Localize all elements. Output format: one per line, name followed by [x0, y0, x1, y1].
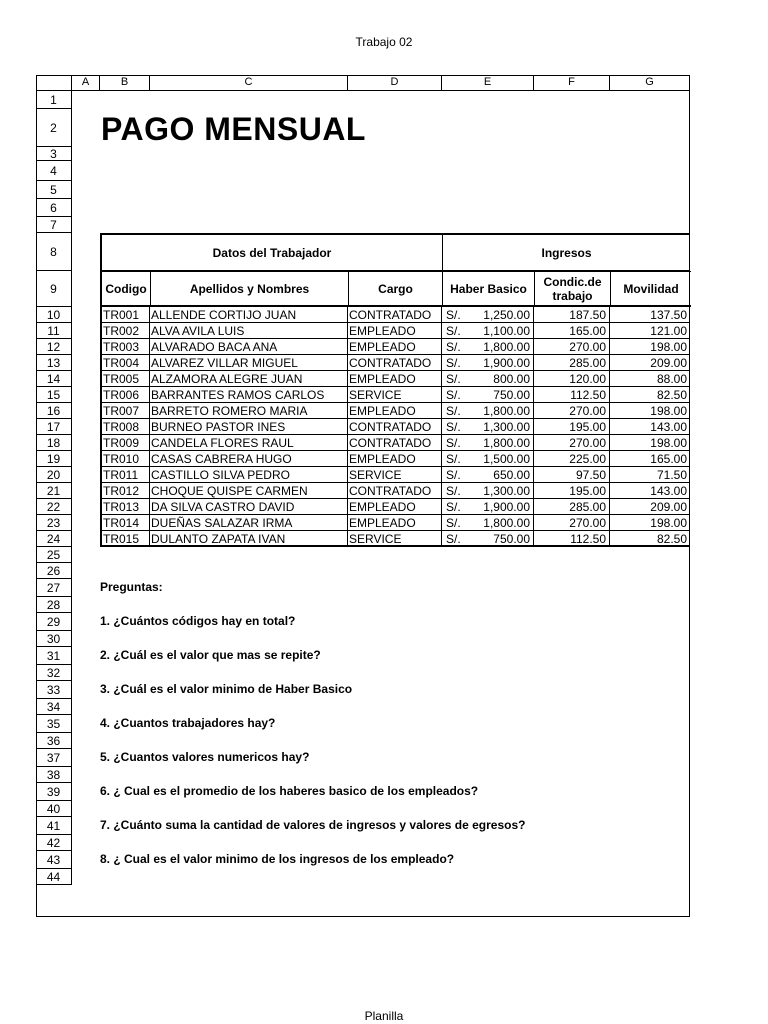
cell-movilidad[interactable]: 88.00 — [610, 371, 690, 387]
cell-cargo[interactable]: EMPLEADO — [348, 323, 442, 339]
cell-condic[interactable]: 112.50 — [534, 531, 610, 547]
cell-haber[interactable] — [442, 419, 534, 435]
cell-nombre[interactable]: BARRANTES RAMOS CARLOS — [150, 387, 348, 403]
cell-condic[interactable]: 97.50 — [534, 467, 610, 483]
column-header-f[interactable]: F — [534, 75, 610, 91]
row-header-22[interactable]: 22 — [36, 499, 72, 515]
currency-symbol: S/. — [446, 516, 461, 530]
cell-haber[interactable] — [442, 339, 534, 355]
cell-nombre[interactable]: CHOQUE QUISPE CARMEN — [150, 483, 348, 499]
cell-cargo[interactable]: CONTRATADO — [348, 307, 442, 323]
haber-value: 650.00 — [493, 468, 530, 482]
cell-movilidad[interactable]: 143.00 — [610, 483, 690, 499]
questions-title: Preguntas: — [100, 580, 163, 594]
cell-movilidad[interactable]: 198.00 — [610, 515, 690, 531]
cell-movilidad[interactable]: 137.50 — [610, 307, 690, 323]
row-header-21[interactable]: 21 — [36, 483, 72, 499]
row-header-30[interactable]: 30 — [36, 631, 72, 647]
currency-symbol: S/. — [446, 452, 461, 466]
cell-movilidad[interactable]: 143.00 — [610, 419, 690, 435]
cell-haber[interactable] — [442, 355, 534, 371]
row-header-2[interactable]: 2 — [36, 109, 72, 147]
row-header-39[interactable]: 39 — [36, 783, 72, 801]
question-8: 8. ¿ Cual es el valor minimo de los ingresos de los empleado? — [100, 852, 455, 866]
spreadsheet — [36, 75, 690, 917]
currency-symbol: S/. — [446, 372, 461, 386]
currency-symbol: S/. — [446, 388, 461, 402]
cell-condic[interactable]: 195.00 — [534, 419, 610, 435]
cell-condic[interactable]: 187.50 — [534, 307, 610, 323]
cell-movilidad[interactable]: 165.00 — [610, 451, 690, 467]
cell-nombre[interactable]: BARRETO ROMERO MARIA — [150, 403, 348, 419]
cell-nombre[interactable]: DA SILVA CASTRO DAVID — [150, 499, 348, 515]
cell-codigo[interactable]: TR012 — [100, 483, 150, 499]
cell-cargo[interactable]: EMPLEADO — [348, 371, 442, 387]
cell-condic[interactable]: 120.00 — [534, 371, 610, 387]
haber-value: 1,800.00 — [483, 340, 530, 354]
currency-symbol: S/. — [446, 340, 461, 354]
row-header-20[interactable]: 20 — [36, 467, 72, 483]
question-3: 3. ¿Cuál es el valor minimo de Haber Basico — [100, 682, 353, 696]
cell-haber[interactable] — [442, 451, 534, 467]
cell-haber[interactable] — [442, 307, 534, 323]
row-header-28[interactable]: 28 — [36, 597, 72, 613]
cell-codigo[interactable]: TR014 — [100, 515, 150, 531]
group-header-datos[interactable]: Datos del Trabajador — [100, 233, 443, 272]
cell-codigo[interactable]: TR007 — [100, 403, 150, 419]
cell-nombre[interactable]: CANDELA FLORES RAUL — [150, 435, 348, 451]
cell-nombre[interactable]: DULANTO ZAPATA IVAN — [150, 531, 348, 547]
haber-value: 800.00 — [493, 372, 530, 386]
cell-condic[interactable]: 285.00 — [534, 499, 610, 515]
row-header-6[interactable]: 6 — [36, 199, 72, 217]
currency-symbol: S/. — [446, 356, 461, 370]
cell-nombre[interactable]: DUEÑAS SALAZAR IRMA — [150, 515, 348, 531]
row-header-33[interactable]: 33 — [36, 681, 72, 699]
haber-value: 750.00 — [493, 388, 530, 402]
currency-symbol: S/. — [446, 420, 461, 434]
cell-movilidad[interactable]: 82.50 — [610, 387, 690, 403]
cell-condic[interactable]: 285.00 — [534, 355, 610, 371]
cell-codigo[interactable]: TR003 — [100, 339, 150, 355]
row-header-15[interactable]: 15 — [36, 387, 72, 403]
cell-nombre[interactable]: ALVARADO BACA ANA — [150, 339, 348, 355]
cell-codigo[interactable]: TR001 — [100, 307, 150, 323]
row-header-38[interactable]: 38 — [36, 767, 72, 783]
row-header-44[interactable]: 44 — [36, 869, 72, 885]
row-header-8[interactable]: 8 — [36, 233, 72, 271]
cell-haber[interactable] — [442, 435, 534, 451]
cell-cargo[interactable]: CONTRATADO — [348, 483, 442, 499]
cell-nombre[interactable]: ALVAREZ VILLAR MIGUEL — [150, 355, 348, 371]
cell-movilidad[interactable]: 121.00 — [610, 323, 690, 339]
column-header-c[interactable]: C — [150, 75, 348, 91]
row-header-25[interactable]: 25 — [36, 547, 72, 563]
cell-codigo[interactable]: TR010 — [100, 451, 150, 467]
row-header-26[interactable]: 26 — [36, 563, 72, 579]
row-header-29[interactable]: 29 — [36, 613, 72, 631]
cell-cargo[interactable]: EMPLEADO — [348, 499, 442, 515]
cell-haber[interactable] — [442, 323, 534, 339]
row-header-19[interactable]: 19 — [36, 451, 72, 467]
cell-nombre[interactable]: BURNEO PASTOR INES — [150, 419, 348, 435]
column-header-b[interactable]: B — [100, 75, 150, 91]
question-5: 5. ¿Cuantos valores numericos hay? — [100, 750, 310, 764]
cell-haber[interactable] — [442, 483, 534, 499]
cell-cargo[interactable]: SERVICE — [348, 387, 442, 403]
cell-haber[interactable] — [442, 371, 534, 387]
currency-symbol: S/. — [446, 308, 461, 322]
cell-nombre[interactable]: CASAS CABRERA HUGO — [150, 451, 348, 467]
cell-condic[interactable]: 225.00 — [534, 451, 610, 467]
cell-haber[interactable] — [442, 387, 534, 403]
haber-value: 1,900.00 — [483, 356, 530, 370]
row-header-34[interactable]: 34 — [36, 699, 72, 715]
column-header-e[interactable]: E — [442, 75, 534, 91]
column-header-a[interactable]: A — [72, 75, 100, 91]
haber-value: 1,800.00 — [483, 516, 530, 530]
cell-codigo[interactable]: TR005 — [100, 371, 150, 387]
cell-condic[interactable]: 195.00 — [534, 483, 610, 499]
haber-value: 1,300.00 — [483, 420, 530, 434]
cell-cargo[interactable]: CONTRATADO — [348, 419, 442, 435]
cell-haber[interactable] — [442, 515, 534, 531]
cell-nombre[interactable]: CASTILLO SILVA PEDRO — [150, 467, 348, 483]
currency-symbol: S/. — [446, 436, 461, 450]
cell-condic[interactable]: 112.50 — [534, 387, 610, 403]
cell-codigo[interactable]: TR006 — [100, 387, 150, 403]
cell-haber[interactable] — [442, 531, 534, 547]
row-header-36[interactable]: 36 — [36, 733, 72, 749]
row-header-16[interactable]: 16 — [36, 403, 72, 419]
row-header-37[interactable]: 37 — [36, 749, 72, 767]
haber-value: 1,100.00 — [483, 324, 530, 338]
cell-cargo[interactable]: CONTRATADO — [348, 435, 442, 451]
cell-cargo[interactable]: SERVICE — [348, 531, 442, 547]
cell-movilidad[interactable]: 198.00 — [610, 403, 690, 419]
column-header-g[interactable]: G — [610, 75, 690, 91]
question-6: 6. ¿ Cual es el promedio de los haberes basico de los empleados? — [100, 784, 479, 798]
row-header-13[interactable]: 13 — [36, 355, 72, 371]
page-footer: Planilla — [364, 1009, 404, 1023]
column-header-d[interactable]: D — [348, 75, 442, 91]
currency-symbol: S/. — [446, 324, 461, 338]
cell-condic[interactable]: 270.00 — [534, 339, 610, 355]
cell-movilidad[interactable]: 209.00 — [610, 499, 690, 515]
cell-nombre[interactable]: ALLENDE CORTIJO JUAN — [150, 307, 348, 323]
row-header-43[interactable]: 43 — [36, 851, 72, 869]
row-header-12[interactable]: 12 — [36, 339, 72, 355]
row-header-9[interactable]: 9 — [36, 271, 72, 307]
cell-movilidad[interactable]: 198.00 — [610, 339, 690, 355]
haber-value: 1,500.00 — [483, 452, 530, 466]
cell-codigo[interactable]: TR011 — [100, 467, 150, 483]
question-1: 1. ¿Cuántos códigos hay en total? — [100, 614, 296, 628]
cell-cargo[interactable]: EMPLEADO — [348, 403, 442, 419]
cell-haber[interactable] — [442, 403, 534, 419]
cell-condic[interactable]: 270.00 — [534, 435, 610, 451]
cell-codigo[interactable]: TR009 — [100, 435, 150, 451]
sheet-title: PAGO MENSUAL — [101, 111, 366, 147]
haber-value: 750.00 — [493, 532, 530, 546]
row-header-42[interactable]: 42 — [36, 835, 72, 851]
cell-codigo[interactable]: TR008 — [100, 419, 150, 435]
cell-condic[interactable]: 270.00 — [534, 403, 610, 419]
cell-movilidad[interactable]: 71.50 — [610, 467, 690, 483]
haber-value: 1,250.00 — [483, 308, 530, 322]
row-header-40[interactable]: 40 — [36, 801, 72, 817]
row-header-7[interactable]: 7 — [36, 217, 72, 233]
header-movilidad[interactable]: Movilidad — [610, 271, 691, 307]
cell-haber[interactable] — [442, 467, 534, 483]
haber-value: 1,800.00 — [483, 404, 530, 418]
row-header-41[interactable]: 41 — [36, 817, 72, 835]
cell-movilidad[interactable]: 82.50 — [610, 531, 690, 547]
header-haber[interactable]: Haber Basico — [442, 271, 535, 307]
currency-symbol: S/. — [446, 484, 461, 498]
question-2: 2. ¿Cuál es el valor que mas se repite? — [100, 648, 321, 662]
row-header-11[interactable]: 11 — [36, 323, 72, 339]
row-header-5[interactable]: 5 — [36, 181, 72, 199]
row-header-14[interactable]: 14 — [36, 371, 72, 387]
row-header-18[interactable]: 18 — [36, 435, 72, 451]
row-header-3[interactable]: 3 — [36, 147, 72, 161]
cell-cargo[interactable]: SERVICE — [348, 467, 442, 483]
cell-cargo[interactable]: EMPLEADO — [348, 515, 442, 531]
currency-symbol: S/. — [446, 532, 461, 546]
cell-codigo[interactable]: TR004 — [100, 355, 150, 371]
currency-symbol: S/. — [446, 404, 461, 418]
header-cargo[interactable]: Cargo — [348, 271, 443, 307]
row-header-17[interactable]: 17 — [36, 419, 72, 435]
cell-codigo[interactable]: TR013 — [100, 499, 150, 515]
cell-codigo[interactable]: TR015 — [100, 531, 150, 547]
row-header-31[interactable]: 31 — [36, 647, 72, 665]
row-header-24[interactable]: 24 — [36, 531, 72, 547]
row-header-23[interactable]: 23 — [36, 515, 72, 531]
cell-condic[interactable]: 270.00 — [534, 515, 610, 531]
row-header-4[interactable]: 4 — [36, 161, 72, 181]
cell-nombre[interactable]: ALVA AVILA LUIS — [150, 323, 348, 339]
cell-movilidad[interactable]: 209.00 — [610, 355, 690, 371]
header-codigo[interactable]: Codigo — [100, 271, 151, 307]
cell-cargo[interactable]: CONTRATADO — [348, 355, 442, 371]
cell-nombre[interactable]: ALZAMORA ALEGRE JUAN — [150, 371, 348, 387]
header-condic[interactable]: Condic.de trabajo — [534, 271, 611, 307]
cell-condic[interactable]: 165.00 — [534, 323, 610, 339]
currency-symbol: S/. — [446, 468, 461, 482]
group-header-ingresos[interactable]: Ingresos — [442, 233, 690, 272]
cell-haber[interactable] — [442, 499, 534, 515]
haber-value: 1,800.00 — [483, 436, 530, 450]
cell-cargo[interactable]: EMPLEADO — [348, 339, 442, 355]
cell-cargo[interactable]: EMPLEADO — [348, 451, 442, 467]
cell-codigo[interactable]: TR002 — [100, 323, 150, 339]
row-header-1[interactable]: 1 — [36, 91, 72, 109]
currency-symbol: S/. — [446, 500, 461, 514]
cell-movilidad[interactable]: 198.00 — [610, 435, 690, 451]
question-4: 4. ¿Cuantos trabajadores hay? — [100, 716, 276, 730]
haber-value: 1,900.00 — [483, 500, 530, 514]
page-header: Trabajo 02 — [355, 35, 413, 49]
corner-cell[interactable] — [36, 75, 72, 91]
row-header-27[interactable]: 27 — [36, 579, 72, 597]
haber-value: 1,300.00 — [483, 484, 530, 498]
row-header-32[interactable]: 32 — [36, 665, 72, 681]
row-header-35[interactable]: 35 — [36, 715, 72, 733]
row-header-10[interactable]: 10 — [36, 307, 72, 323]
header-nombres[interactable]: Apellidos y Nombres — [150, 271, 349, 307]
question-7: 7. ¿Cuánto suma la cantidad de valores de ingresos y valores de egresos? — [100, 818, 526, 832]
